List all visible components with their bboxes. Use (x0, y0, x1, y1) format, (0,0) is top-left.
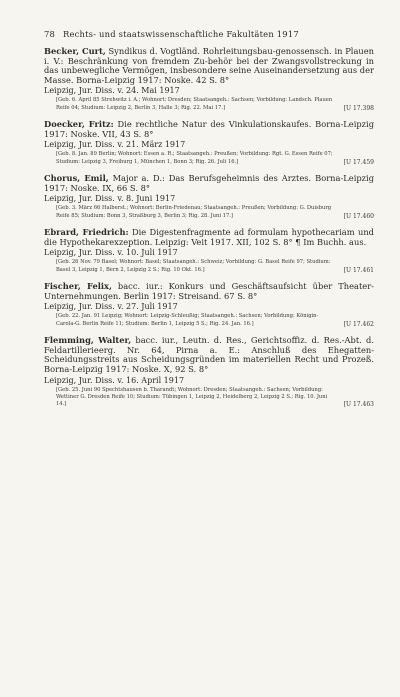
dissertation-line: Leipzig, Jur. Diss. v. 16. April 1917 (44, 375, 185, 385)
work-title: Major a. D.: Das Berufsgeheimnis des Arztes. Borna-Leipzig 1917: Noske. IX, 66 S. 8° (44, 173, 374, 193)
author-name: Becker, Curt, (44, 46, 106, 56)
list-item (44, 282, 374, 328)
list-item (44, 120, 374, 166)
entry-title (44, 336, 374, 374)
entry-title (44, 120, 374, 139)
dissertation-line: Leipzig, Jur. Diss. v. 27. Juli 1917 (44, 302, 178, 312)
author-name: Flemming, Walter, (44, 335, 132, 346)
work-title: bacc. iur.: Konkurs und Geschäftsaufsicht über Theater-Unternehmungen. Berlin 1917: Streisand. 67 S. 8° (44, 281, 374, 301)
entry-title (44, 228, 374, 247)
author-name: Chorus, Emil, (44, 173, 109, 184)
catalog-code: [U 17.461 (343, 266, 374, 274)
work-title: Die Digestenfragmente ad formulam hypothecariam und die Hypothekarexzeption. Leipzig: Veit 1917. XII, 102 S. 8° ¶ Im Buchh. aus. (44, 227, 374, 247)
running-title: Rechts- und staatswissenschaftliche Fakultäten 1917 (62, 29, 299, 39)
author-name: Ebrard, Friedrich: (44, 227, 129, 238)
entry-title (44, 282, 374, 301)
author-name: Doecker, Fritz: (44, 119, 114, 130)
dissertation-line: Leipzig, Jur. Diss. v. 21. März 1917 (44, 140, 186, 150)
biographical-details: [Geb. 25. Juni 90 Spechtshausen b. Tharandt; Wohnort: Dresden; Staatsangeh.: Sachsen; Vorbildung: Wettiner G. Dresden Reife 10; Studium: Tübingen 1, Leipzig 2, Heidelberg 2, Leipzig 2 S.; Rig. 10. Juni 14.] [U 17.463 (56, 386, 374, 409)
biographical-details: [Geb. 22. Jan. 91 Leipzig; Wohnort: Leipzig-Schleußig; Staatsangeh.: Sachsen; Vorbildung: Königin-Carola-G. Berlin Reife 11; Studium: Berlin 1, Leipzig 5 S.; Rig. 24. Jan. 16.] [U 17.462 (56, 313, 374, 328)
catalog-code: [U 17.462 (343, 320, 374, 328)
biographical-details: [Geb. 3. März 66 Halberst.; Wohnort: Berlin-Friedenau; Staatsangeh.: Preußen; Vorbildung: G. Duisburg Reife 85; Studium: Bonn 3, Straßburg 3, Berlin 3; Rig. 28. Juni 17.] [U 17.460 (56, 205, 374, 220)
list-item (44, 174, 374, 220)
catalog-code: [U 17.463 (343, 401, 374, 409)
biographical-details: [Geb. 8. Jan. 89 Berlin; Wohnort: Essen a. R.; Staatsangeh.: Preußen; Vorbildung: Rgt. G. Essen Reife 07; Studium: Leipzig 3, Freiburg 1, München 1, Bonn 3; Rig. 26. Juli 16.] [U 17.459 (56, 151, 374, 166)
entry-list (44, 47, 374, 417)
running-header (44, 29, 374, 39)
list-item (44, 228, 374, 274)
catalog-code: [U 17.460 (343, 212, 374, 220)
biographical-details: [Geb. 6. April 85 Strehwitz i. A.; Wohnort: Dresden; Staatsangeh.: Sachsen; Vorbildung: Landsch. Plauen Reife 04; Studium: Leipzig 2, Berlin 3, Halle 3; Rig. 22. Mai 17.] [U 17.398 (56, 97, 374, 112)
dissertation-line: Leipzig, Jur. Diss. v. 10. Juli 1917 (44, 248, 178, 258)
work-title: Die rechtliche Natur des Vinkulationskaufes. Borna-Leipzig 1917: Noske. VII, 43 S. 8° (44, 119, 375, 139)
author-name: Fischer, Felix, (44, 281, 112, 292)
work-title: bacc. iur., Leutn. d. Res., Gerichtsoffiz. d. Res.-Abt. d. Feldartillerieerg. Nr. 64, Pirna a. E.: Anschluß des Ehegatten-Scheidungsstreits aus Scheidungsgründen im materiellen Recht und Prozeß. Borna-Leipzig 1917: Noske. X, 92 S. 8° (44, 335, 374, 374)
dissertation-line: Leipzig, Jur. Diss. v. 8. Juni 1917 (44, 194, 176, 204)
work-title: Syndikus d. Vogtländ. Rohrleitungsbau-genossensch. in Plauen i. V.: Beschränkung von fremdem Zu-behör bei der Zwangsvollstreckung in das unbewegliche Vermögen, insbesondere seine Auseinandersetzung aus der Masse. Borna-Leipzig 1917: Noske. 42 S. 8° (44, 46, 374, 85)
entry-title (44, 47, 374, 85)
entry-title (44, 174, 374, 193)
catalog-code: [U 17.398 (343, 104, 374, 112)
dissertation-line: Leipzig, Jur. Diss. v. 24. Mai 1917 (44, 86, 180, 96)
catalog-code: [U 17.459 (343, 158, 374, 166)
biographical-details: [Geb. 26 Nov. 79 Basel; Wohnort: Basel; Staatsangeh.: Schweiz; Vorbildung: G. Basel Reife 97; Studium: Basel 3, Leipzig 1, Bern 2, Leipzig 2 S.; Rig. 10 Okt. 16.] [U 17.461 (56, 259, 374, 274)
list-item (44, 336, 374, 409)
list-item (44, 47, 374, 112)
page-number: 78 (44, 29, 56, 39)
